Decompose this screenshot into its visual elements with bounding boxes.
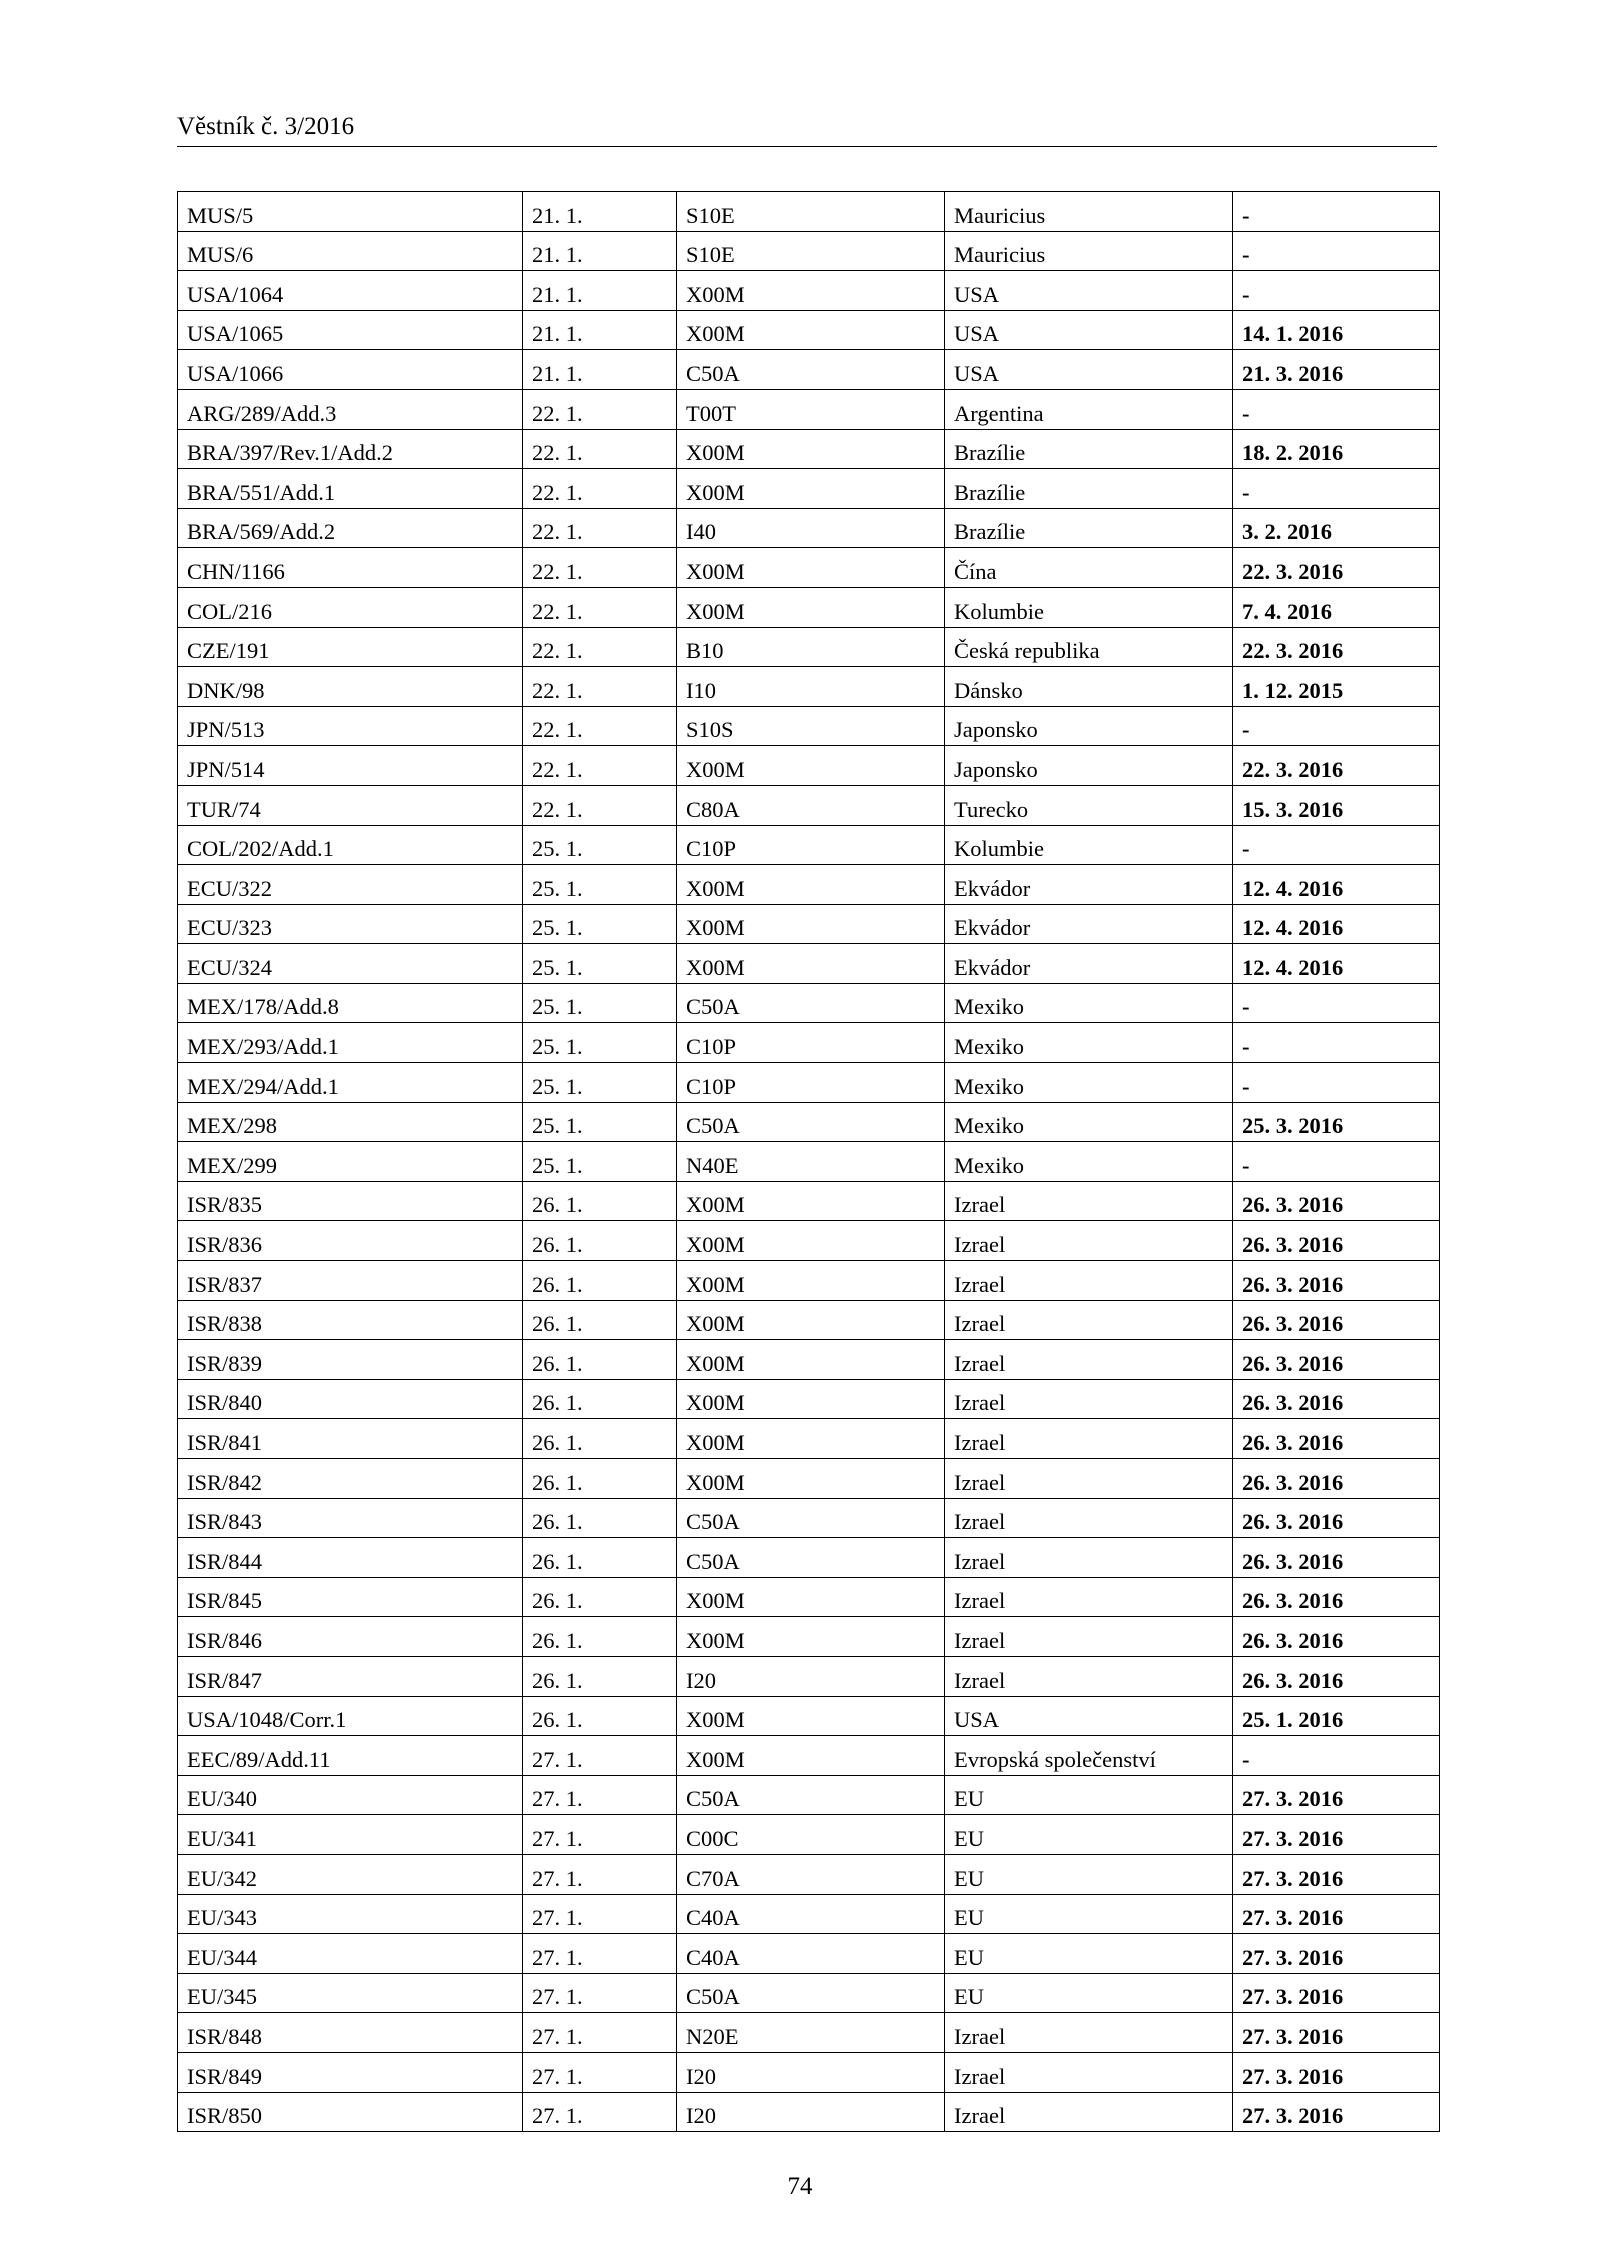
cell-notification-date: 25. 1. (523, 1102, 677, 1142)
cell-document-code: EEC/89/Add.11 (178, 1736, 523, 1776)
table-row (178, 389, 1440, 429)
cell-document-code: USA/1066 (178, 350, 523, 390)
cell-deadline-date: 25. 1. 2016 (1233, 1696, 1440, 1736)
cell-category-code: X00M (677, 587, 945, 627)
cell-notification-date: 22. 1. (523, 389, 677, 429)
cell-document-code: ISR/836 (178, 1221, 523, 1261)
cell-deadline-date: 14. 1. 2016 (1233, 310, 1440, 350)
table-row (178, 1300, 1440, 1340)
cell-deadline-date: 27. 3. 2016 (1233, 2013, 1440, 2053)
table-row (178, 2052, 1440, 2092)
cell-deadline-date: 27. 3. 2016 (1233, 1973, 1440, 2013)
table-row (178, 1419, 1440, 1459)
cell-country: USA (945, 271, 1233, 311)
cell-document-code: BRA/397/Rev.1/Add.2 (178, 429, 523, 469)
cell-country: Izrael (945, 1221, 1233, 1261)
cell-country: Brazílie (945, 469, 1233, 509)
cell-document-code: MEX/293/Add.1 (178, 1023, 523, 1063)
cell-country: Mexiko (945, 983, 1233, 1023)
table-row (178, 1063, 1440, 1103)
table-row (178, 1894, 1440, 1934)
cell-deadline-date: 12. 4. 2016 (1233, 944, 1440, 984)
cell-notification-date: 22. 1. (523, 508, 677, 548)
cell-document-code: CHN/1166 (178, 548, 523, 588)
table-row (178, 271, 1440, 311)
cell-document-code: ISR/835 (178, 1181, 523, 1221)
table-body (178, 192, 1440, 2132)
cell-country: USA (945, 350, 1233, 390)
cell-country: Turecko (945, 785, 1233, 825)
cell-category-code: X00M (677, 1181, 945, 1221)
cell-notification-date: 27. 1. (523, 2092, 677, 2132)
cell-document-code: ISR/845 (178, 1577, 523, 1617)
cell-notification-date: 26. 1. (523, 1498, 677, 1538)
cell-notification-date: 26. 1. (523, 1538, 677, 1578)
cell-deadline-date: 26. 3. 2016 (1233, 1379, 1440, 1419)
table-row (178, 548, 1440, 588)
cell-deadline-date: - (1233, 825, 1440, 865)
cell-document-code: MUS/6 (178, 231, 523, 271)
table-row (178, 785, 1440, 825)
cell-notification-date: 25. 1. (523, 1142, 677, 1182)
cell-notification-date: 27. 1. (523, 2052, 677, 2092)
cell-country: Mexiko (945, 1063, 1233, 1103)
cell-notification-date: 22. 1. (523, 587, 677, 627)
cell-document-code: ISR/849 (178, 2052, 523, 2092)
cell-deadline-date: - (1233, 983, 1440, 1023)
cell-deadline-date: - (1233, 1023, 1440, 1063)
cell-notification-date: 25. 1. (523, 825, 677, 865)
cell-country: Izrael (945, 1340, 1233, 1380)
table-row (178, 904, 1440, 944)
cell-document-code: ISR/839 (178, 1340, 523, 1380)
cell-country: Ekvádor (945, 944, 1233, 984)
cell-deadline-date: 27. 3. 2016 (1233, 1894, 1440, 1934)
cell-country: Ekvádor (945, 865, 1233, 905)
cell-document-code: USA/1048/Corr.1 (178, 1696, 523, 1736)
cell-category-code: C50A (677, 983, 945, 1023)
cell-notification-date: 25. 1. (523, 865, 677, 905)
cell-document-code: EU/344 (178, 1934, 523, 1974)
cell-category-code: X00M (677, 944, 945, 984)
table-row (178, 627, 1440, 667)
cell-country: Izrael (945, 2013, 1233, 2053)
cell-notification-date: 22. 1. (523, 785, 677, 825)
cell-notification-date: 26. 1. (523, 1181, 677, 1221)
table-row (178, 1815, 1440, 1855)
cell-country: USA (945, 1696, 1233, 1736)
table-row (178, 587, 1440, 627)
table-row (178, 231, 1440, 271)
cell-document-code: ISR/848 (178, 2013, 523, 2053)
cell-notification-date: 22. 1. (523, 627, 677, 667)
cell-document-code: DNK/98 (178, 667, 523, 707)
cell-notification-date: 27. 1. (523, 2013, 677, 2053)
cell-country: Izrael (945, 1577, 1233, 1617)
cell-country: Mauricius (945, 231, 1233, 271)
cell-deadline-date: 18. 2. 2016 (1233, 429, 1440, 469)
cell-country: EU (945, 1894, 1233, 1934)
table-row (178, 469, 1440, 509)
cell-deadline-date: - (1233, 469, 1440, 509)
cell-notification-date: 26. 1. (523, 1656, 677, 1696)
cell-document-code: ISR/837 (178, 1261, 523, 1301)
cell-category-code: S10E (677, 192, 945, 232)
cell-document-code: ISR/841 (178, 1419, 523, 1459)
cell-document-code: ECU/324 (178, 944, 523, 984)
cell-deadline-date: 26. 3. 2016 (1233, 1221, 1440, 1261)
cell-country: Argentina (945, 389, 1233, 429)
cell-notification-date: 22. 1. (523, 548, 677, 588)
cell-deadline-date: 26. 3. 2016 (1233, 1261, 1440, 1301)
cell-document-code: JPN/514 (178, 746, 523, 786)
cell-category-code: X00M (677, 1736, 945, 1776)
cell-deadline-date: - (1233, 271, 1440, 311)
cell-document-code: ISR/844 (178, 1538, 523, 1578)
cell-category-code: C10P (677, 1063, 945, 1103)
cell-deadline-date: 26. 3. 2016 (1233, 1538, 1440, 1578)
cell-country: Evropská společenství (945, 1736, 1233, 1776)
cell-document-code: CZE/191 (178, 627, 523, 667)
cell-country: Česká republika (945, 627, 1233, 667)
cell-notification-date: 21. 1. (523, 350, 677, 390)
cell-category-code: I40 (677, 508, 945, 548)
cell-country: Mexiko (945, 1142, 1233, 1182)
cell-category-code: X00M (677, 469, 945, 509)
cell-document-code: ISR/843 (178, 1498, 523, 1538)
table-row (178, 1379, 1440, 1419)
cell-notification-date: 27. 1. (523, 1736, 677, 1776)
cell-category-code: X00M (677, 1379, 945, 1419)
cell-document-code: EU/342 (178, 1854, 523, 1894)
cell-notification-date: 26. 1. (523, 1419, 677, 1459)
cell-category-code: X00M (677, 1577, 945, 1617)
table-row (178, 1656, 1440, 1696)
cell-notification-date: 26. 1. (523, 1261, 677, 1301)
cell-country: Izrael (945, 2092, 1233, 2132)
cell-notification-date: 27. 1. (523, 1775, 677, 1815)
cell-notification-date: 27. 1. (523, 1854, 677, 1894)
cell-category-code: X00M (677, 904, 945, 944)
page-number: 74 (787, 2173, 813, 2200)
cell-document-code: ISR/850 (178, 2092, 523, 2132)
cell-document-code: ISR/846 (178, 1617, 523, 1657)
cell-notification-date: 22. 1. (523, 746, 677, 786)
cell-document-code: EU/340 (178, 1775, 523, 1815)
cell-country: Mexiko (945, 1023, 1233, 1063)
cell-deadline-date: - (1233, 389, 1440, 429)
cell-category-code: C10P (677, 1023, 945, 1063)
cell-deadline-date: 27. 3. 2016 (1233, 1775, 1440, 1815)
cell-category-code: X00M (677, 746, 945, 786)
cell-deadline-date: 27. 3. 2016 (1233, 2092, 1440, 2132)
cell-document-code: TUR/74 (178, 785, 523, 825)
table-row (178, 508, 1440, 548)
cell-country: Izrael (945, 1459, 1233, 1499)
cell-deadline-date: - (1233, 1142, 1440, 1182)
cell-country: Brazílie (945, 429, 1233, 469)
cell-category-code: C50A (677, 1498, 945, 1538)
cell-category-code: N20E (677, 2013, 945, 2053)
cell-category-code: B10 (677, 627, 945, 667)
cell-deadline-date: 26. 3. 2016 (1233, 1459, 1440, 1499)
cell-category-code: C40A (677, 1934, 945, 1974)
cell-notification-date: 22. 1. (523, 469, 677, 509)
cell-deadline-date: 26. 3. 2016 (1233, 1617, 1440, 1657)
cell-notification-date: 26. 1. (523, 1577, 677, 1617)
cell-country: EU (945, 1854, 1233, 1894)
cell-document-code: ISR/847 (178, 1656, 523, 1696)
cell-notification-date: 26. 1. (523, 1221, 677, 1261)
cell-country: Izrael (945, 1379, 1233, 1419)
table-row (178, 2092, 1440, 2132)
cell-country: EU (945, 1934, 1233, 1974)
cell-deadline-date: 26. 3. 2016 (1233, 1340, 1440, 1380)
cell-category-code: X00M (677, 1261, 945, 1301)
cell-category-code: C40A (677, 1894, 945, 1934)
table-row (178, 746, 1440, 786)
table-row (178, 350, 1440, 390)
cell-category-code: C50A (677, 1538, 945, 1578)
cell-deadline-date: 26. 3. 2016 (1233, 1577, 1440, 1617)
cell-category-code: X00M (677, 271, 945, 311)
cell-deadline-date: 26. 3. 2016 (1233, 1656, 1440, 1696)
table-row (178, 1023, 1440, 1063)
cell-category-code: T00T (677, 389, 945, 429)
cell-category-code: N40E (677, 1142, 945, 1182)
cell-deadline-date: 1. 12. 2015 (1233, 667, 1440, 707)
cell-country: Kolumbie (945, 825, 1233, 865)
table-row (178, 1459, 1440, 1499)
cell-deadline-date: 22. 3. 2016 (1233, 627, 1440, 667)
cell-category-code: C50A (677, 1775, 945, 1815)
cell-category-code: X00M (677, 429, 945, 469)
table-row (178, 429, 1440, 469)
cell-country: EU (945, 1973, 1233, 2013)
cell-category-code: C50A (677, 1102, 945, 1142)
cell-country: Japonsko (945, 706, 1233, 746)
cell-deadline-date: 26. 3. 2016 (1233, 1300, 1440, 1340)
cell-country: Izrael (945, 1538, 1233, 1578)
page-header (177, 112, 1437, 147)
cell-document-code: USA/1064 (178, 271, 523, 311)
table-row (178, 192, 1440, 232)
cell-deadline-date: 26. 3. 2016 (1233, 1498, 1440, 1538)
cell-country: Japonsko (945, 746, 1233, 786)
cell-deadline-date: 27. 3. 2016 (1233, 1854, 1440, 1894)
cell-notification-date: 26. 1. (523, 1340, 677, 1380)
cell-category-code: X00M (677, 1300, 945, 1340)
cell-notification-date: 25. 1. (523, 944, 677, 984)
cell-deadline-date: 27. 3. 2016 (1233, 2052, 1440, 2092)
cell-country: Dánsko (945, 667, 1233, 707)
cell-category-code: X00M (677, 1340, 945, 1380)
cell-document-code: COL/202/Add.1 (178, 825, 523, 865)
cell-deadline-date: 26. 3. 2016 (1233, 1181, 1440, 1221)
table-row (178, 667, 1440, 707)
cell-category-code: X00M (677, 1617, 945, 1657)
notifications-table (177, 191, 1440, 2132)
cell-country: Izrael (945, 1419, 1233, 1459)
table-row (178, 310, 1440, 350)
cell-category-code: X00M (677, 865, 945, 905)
cell-category-code: X00M (677, 548, 945, 588)
cell-document-code: USA/1065 (178, 310, 523, 350)
cell-deadline-date: - (1233, 1063, 1440, 1103)
cell-category-code: X00M (677, 1419, 945, 1459)
cell-category-code: C10P (677, 825, 945, 865)
cell-country: Izrael (945, 1300, 1233, 1340)
cell-document-code: MEX/294/Add.1 (178, 1063, 523, 1103)
cell-category-code: C50A (677, 1973, 945, 2013)
cell-category-code: I20 (677, 2052, 945, 2092)
cell-notification-date: 22. 1. (523, 706, 677, 746)
cell-document-code: MEX/298 (178, 1102, 523, 1142)
cell-country: Izrael (945, 1498, 1233, 1538)
table-row (178, 1934, 1440, 1974)
cell-deadline-date: 15. 3. 2016 (1233, 785, 1440, 825)
cell-country: Izrael (945, 1617, 1233, 1657)
table-row (178, 1221, 1440, 1261)
cell-deadline-date: 27. 3. 2016 (1233, 1815, 1440, 1855)
cell-notification-date: 26. 1. (523, 1617, 677, 1657)
cell-notification-date: 27. 1. (523, 1894, 677, 1934)
table-row (178, 1736, 1440, 1776)
cell-document-code: ISR/840 (178, 1379, 523, 1419)
cell-category-code: C00C (677, 1815, 945, 1855)
cell-country: EU (945, 1815, 1233, 1855)
cell-document-code: EU/343 (178, 1894, 523, 1934)
cell-document-code: MEX/178/Add.8 (178, 983, 523, 1023)
cell-country: Čína (945, 548, 1233, 588)
cell-deadline-date: 21. 3. 2016 (1233, 350, 1440, 390)
cell-document-code: EU/341 (178, 1815, 523, 1855)
cell-category-code: C70A (677, 1854, 945, 1894)
cell-deadline-date: - (1233, 192, 1440, 232)
table-row (178, 1340, 1440, 1380)
cell-notification-date: 22. 1. (523, 429, 677, 469)
cell-category-code: S10S (677, 706, 945, 746)
cell-country: Kolumbie (945, 587, 1233, 627)
cell-document-code: EU/345 (178, 1973, 523, 2013)
cell-country: Brazílie (945, 508, 1233, 548)
table-row (178, 1973, 1440, 2013)
cell-country: Izrael (945, 1656, 1233, 1696)
cell-category-code: X00M (677, 310, 945, 350)
cell-country: Izrael (945, 1261, 1233, 1301)
cell-notification-date: 21. 1. (523, 310, 677, 350)
cell-notification-date: 26. 1. (523, 1379, 677, 1419)
cell-document-code: BRA/569/Add.2 (178, 508, 523, 548)
cell-notification-date: 27. 1. (523, 1934, 677, 1974)
cell-deadline-date: 22. 3. 2016 (1233, 548, 1440, 588)
cell-notification-date: 21. 1. (523, 271, 677, 311)
cell-deadline-date: - (1233, 706, 1440, 746)
cell-deadline-date: 25. 3. 2016 (1233, 1102, 1440, 1142)
cell-notification-date: 25. 1. (523, 1023, 677, 1063)
table-row (178, 706, 1440, 746)
cell-country: EU (945, 1775, 1233, 1815)
cell-deadline-date: 7. 4. 2016 (1233, 587, 1440, 627)
cell-country: Mauricius (945, 192, 1233, 232)
table-row (178, 1102, 1440, 1142)
cell-notification-date: 25. 1. (523, 983, 677, 1023)
cell-document-code: COL/216 (178, 587, 523, 627)
table-row (178, 944, 1440, 984)
cell-category-code: X00M (677, 1221, 945, 1261)
table-row (178, 1775, 1440, 1815)
cell-deadline-date: - (1233, 1736, 1440, 1776)
page-title: Věstník č. 3/2016 (177, 113, 355, 140)
cell-category-code: S10E (677, 231, 945, 271)
cell-category-code: C50A (677, 350, 945, 390)
cell-deadline-date: 26. 3. 2016 (1233, 1419, 1440, 1459)
table-row (178, 1538, 1440, 1578)
cell-document-code: ISR/838 (178, 1300, 523, 1340)
cell-country: Izrael (945, 1181, 1233, 1221)
cell-notification-date: 27. 1. (523, 1973, 677, 2013)
cell-country: Ekvádor (945, 904, 1233, 944)
cell-notification-date: 21. 1. (523, 231, 677, 271)
cell-deadline-date: 22. 3. 2016 (1233, 746, 1440, 786)
table-row (178, 865, 1440, 905)
cell-category-code: X00M (677, 1696, 945, 1736)
cell-deadline-date: 12. 4. 2016 (1233, 865, 1440, 905)
table-row (178, 1854, 1440, 1894)
cell-deadline-date: 3. 2. 2016 (1233, 508, 1440, 548)
cell-notification-date: 22. 1. (523, 667, 677, 707)
table-row (178, 825, 1440, 865)
cell-document-code: BRA/551/Add.1 (178, 469, 523, 509)
table-row (178, 1142, 1440, 1182)
cell-notification-date: 25. 1. (523, 904, 677, 944)
table-row (178, 1617, 1440, 1657)
cell-notification-date: 21. 1. (523, 192, 677, 232)
cell-document-code: MUS/5 (178, 192, 523, 232)
cell-notification-date: 26. 1. (523, 1696, 677, 1736)
cell-document-code: ISR/842 (178, 1459, 523, 1499)
table-row (178, 983, 1440, 1023)
cell-category-code: C80A (677, 785, 945, 825)
cell-country: Mexiko (945, 1102, 1233, 1142)
cell-notification-date: 26. 1. (523, 1459, 677, 1499)
table-row (178, 1696, 1440, 1736)
table-row (178, 1181, 1440, 1221)
cell-document-code: JPN/513 (178, 706, 523, 746)
cell-category-code: I20 (677, 1656, 945, 1696)
cell-deadline-date: 27. 3. 2016 (1233, 1934, 1440, 1974)
cell-notification-date: 25. 1. (523, 1063, 677, 1103)
cell-document-code: ECU/322 (178, 865, 523, 905)
cell-document-code: MEX/299 (178, 1142, 523, 1182)
cell-country: USA (945, 310, 1233, 350)
cell-category-code: I10 (677, 667, 945, 707)
table-row (178, 1261, 1440, 1301)
cell-country: Izrael (945, 2052, 1233, 2092)
table-row (178, 1498, 1440, 1538)
table-row (178, 2013, 1440, 2053)
cell-deadline-date: - (1233, 231, 1440, 271)
cell-notification-date: 26. 1. (523, 1300, 677, 1340)
table-row (178, 1577, 1440, 1617)
cell-document-code: ARG/289/Add.3 (178, 389, 523, 429)
cell-category-code: I20 (677, 2092, 945, 2132)
cell-deadline-date: 12. 4. 2016 (1233, 904, 1440, 944)
cell-category-code: X00M (677, 1459, 945, 1499)
cell-notification-date: 27. 1. (523, 1815, 677, 1855)
cell-document-code: ECU/323 (178, 904, 523, 944)
